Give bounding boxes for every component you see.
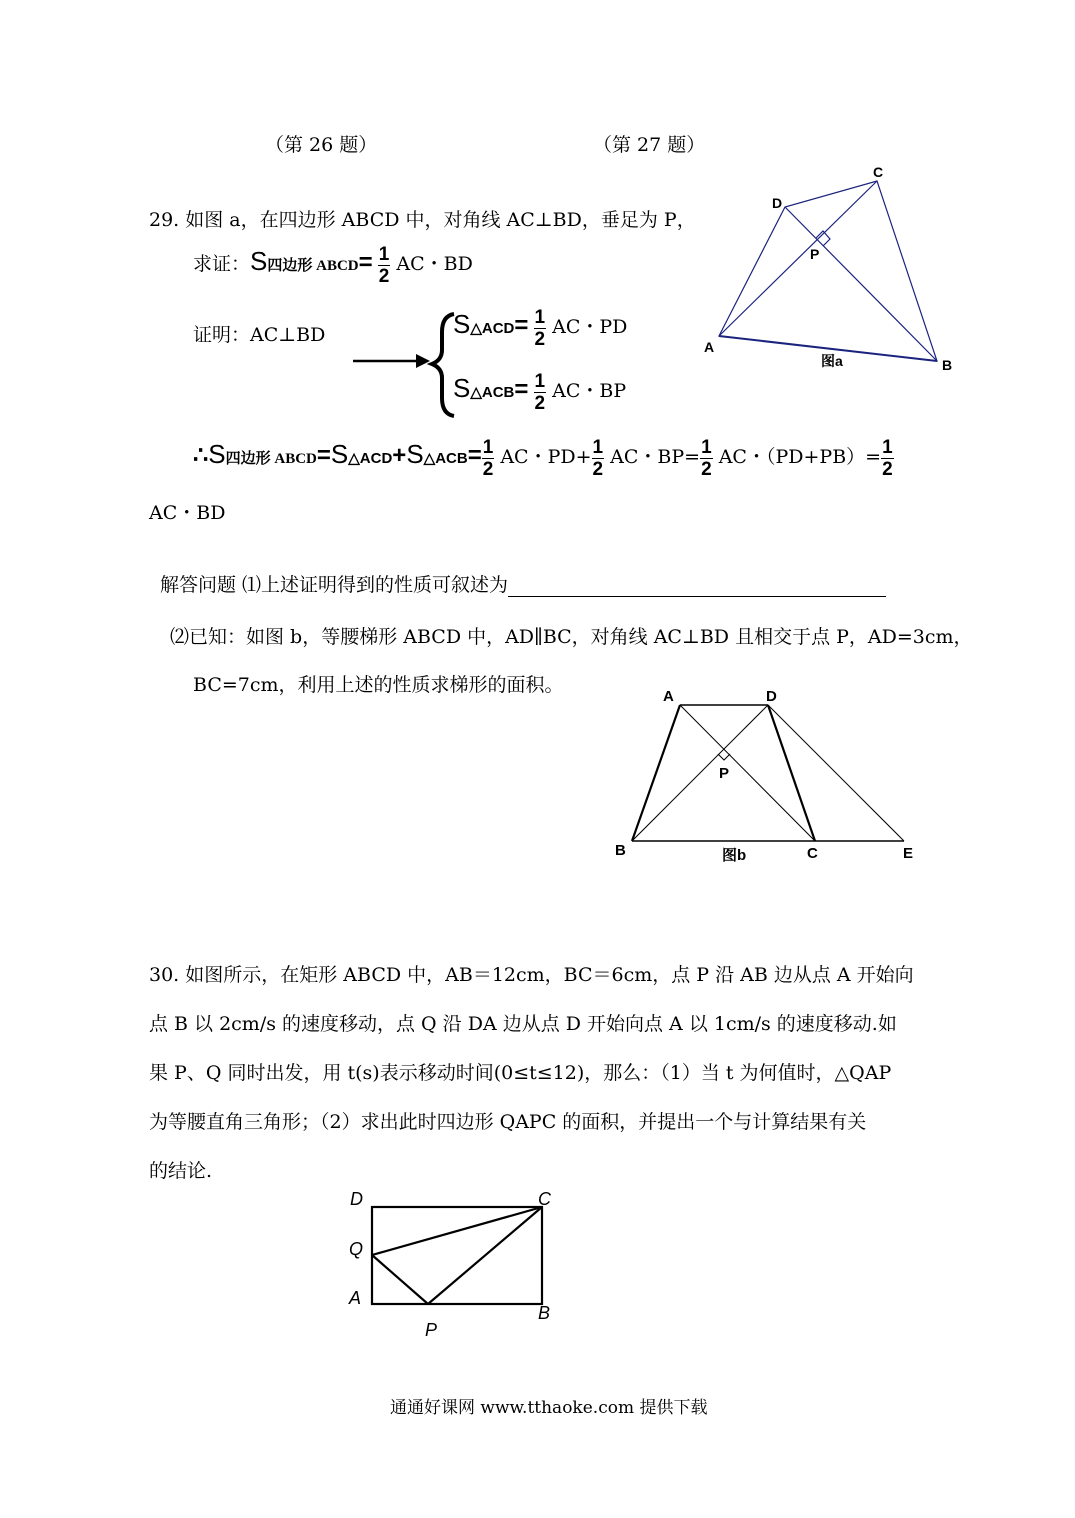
segment-pc [428,1207,542,1304]
label-d: D [766,688,777,705]
label-c: C [807,845,818,862]
side-ab [632,705,680,841]
arrow-head [416,354,430,368]
label-a: A [663,688,674,705]
q30-line-4: 为等腰直角三角形；（2）求出此时四边形 QAPC 的面积，并提出一个与计算结果有关 [149,1111,867,1133]
proof-label: 证明：AC⊥BD [193,324,326,346]
segment-qc [372,1207,542,1255]
label-p: P [425,1320,438,1340]
caption-fig-a: 图a [821,353,843,369]
eq-acb: S△ACB= $\frac{1}{2}$ AC・BP [453,371,627,414]
eq-acd: S△ACD= $\frac{1}{2}$ AC・PD [453,307,628,350]
figure-a [700,160,960,380]
prove-prefix: 求证： [193,253,251,275]
rect-abcd [372,1207,542,1304]
q30-line-2: 点 B 以 2cm/s 的速度移动，点 Q 沿 DA 边从点 D 开始向点 A 以 1cm/s 的速度移动.如 [149,1013,897,1035]
figure-b [610,683,930,868]
therefore-line: ∴S四边形 ABCD=S△ACD+S△ACB= $\frac{1}{2}$ AC・PD+ $\frac{1}{2}$ AC・BP= $\frac{1}{2}$ AC・（PD+PB）= $\frac{1}{2}$ [193,437,893,480]
diagonal-ac [719,181,877,336]
quad-abcd [719,181,937,361]
part1-text: 解答问题 ⑴上述证明得到的性质可叙述为 [160,574,509,596]
label-c: C [538,1189,551,1209]
label-q: Q [349,1239,364,1259]
quad-sub: 四边形 ABCD [267,258,359,274]
label-a: A [349,1288,362,1308]
q30-line-1: 30. 如图所示，在矩形 ABCD 中，AB＝12cm，BC＝6cm，点 P 沿 AB 边从点 A 开始向 [149,964,914,986]
q29-part1 [160,570,886,597]
label-e: E [903,845,914,862]
sum-tail: AC・BD [149,502,226,524]
label-b: B [942,357,953,373]
implies-arrow-brace [350,310,460,422]
label-p: P [810,246,820,262]
label-b: B [615,842,626,859]
left-brace [432,314,454,416]
caption-q26: （第 26 题） [265,134,378,156]
q30-line-3: 果 P、Q 同时出发，用 t(s)表示移动时间(0≤t≤12)，那么：（1）当 t 为何值时，△QAP [149,1062,892,1084]
side-dc [768,705,815,841]
diagonal-bd [785,207,937,361]
symbol-s: S [250,246,268,276]
q29-prove-line [193,245,473,286]
q29-part2-line2: BC=7cm，利用上述的性质求梯形的面积。 [193,674,564,696]
q29-intro: 29. 如图 a，在四边形 ABCD 中，对角线 AC⊥BD，垂足为 P， [149,209,696,231]
label-b: B [538,1303,551,1323]
figure-q30 [340,1185,570,1345]
q30-line-5: 的结论. [149,1160,213,1182]
answer-blank[interactable] [508,578,886,597]
caption-fig-b: 图b [722,847,747,864]
label-a: A [704,339,715,355]
right-angle-mark [718,754,730,760]
q29-part2-line1: ⑵已知：如图 b，等腰梯形 ABCD 中，AD∥BC，对角线 AC⊥BD 且相交于点 P，AD=3cm， [170,626,973,648]
label-p: P [719,765,730,782]
label-d: D [772,195,783,211]
segment-qp [372,1255,428,1304]
label-c: C [873,164,884,180]
caption-q27: （第 27 题） [593,134,706,156]
eq-sign: = [358,249,373,276]
ac-bd: AC・BD [390,253,473,275]
footer: 通通好课网 www.tthaoke.com 提供下载 [390,1398,708,1418]
label-d: D [350,1189,363,1209]
half-fraction: $\frac{1}{2}$ [378,244,390,287]
line-de [768,705,904,841]
